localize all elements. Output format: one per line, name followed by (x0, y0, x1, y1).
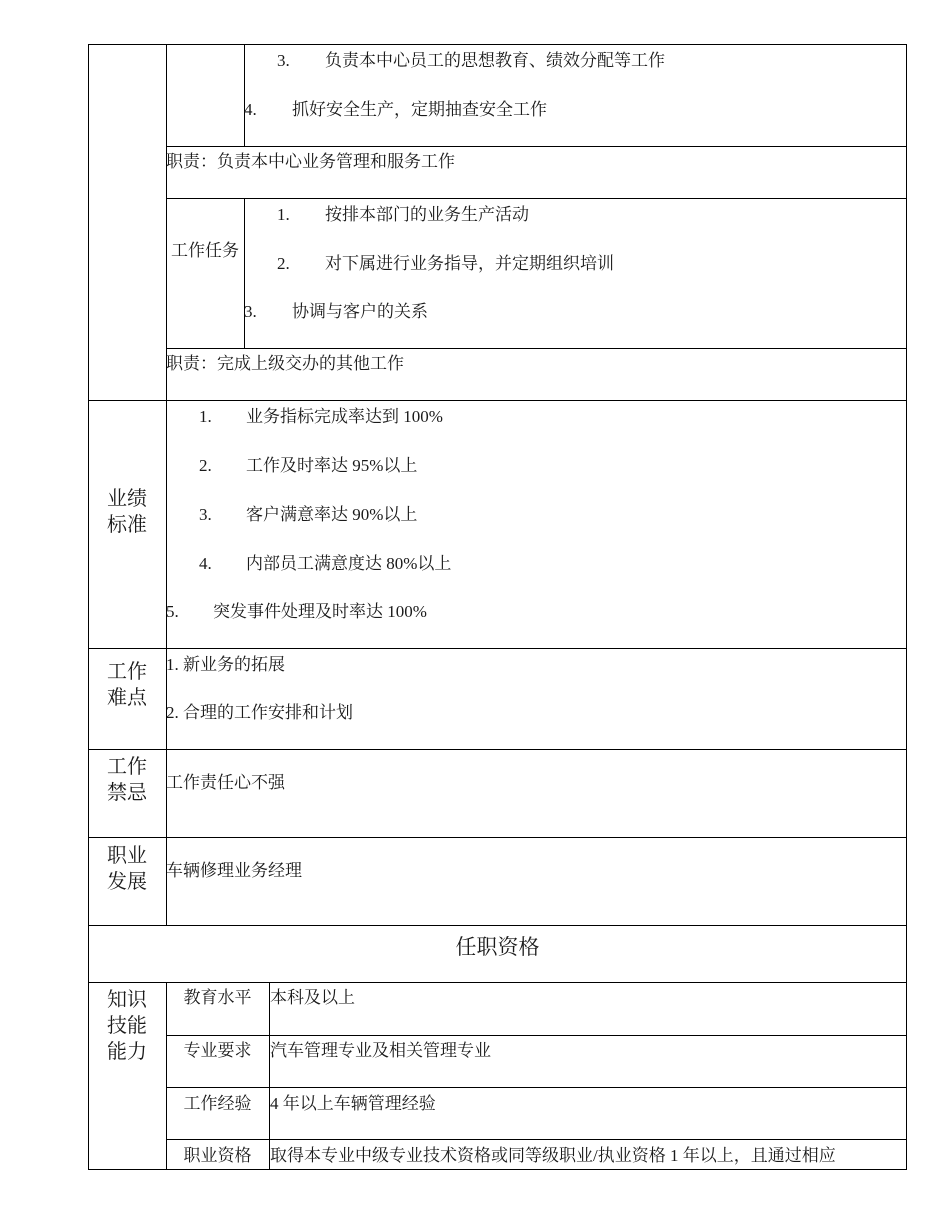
item-number: 3. (199, 505, 212, 524)
task-number: 2. (277, 254, 290, 273)
item-number: 4. (199, 554, 212, 573)
hline-10 (166, 1035, 907, 1036)
hline-9 (88, 982, 907, 983)
qualification-value: 本科及以上 (270, 988, 355, 1007)
task-item (277, 205, 529, 225)
item-text: 客户满意率达 90%以上 (246, 505, 418, 524)
hline-1 (166, 146, 907, 147)
performance-item (199, 554, 451, 574)
item-text: 业务指标完成率达到 100% (246, 407, 443, 426)
hline-2 (166, 198, 907, 199)
hline-5 (88, 648, 907, 649)
task-number: 3. (244, 302, 257, 321)
task-text: 抓好安全生产，定期抽查安全工作 (292, 100, 547, 119)
item-number: 2. (199, 456, 212, 475)
duty3-title: 职责：完成上级交办的其他工作 (166, 354, 404, 373)
task-text: 协调与客户的关系 (292, 302, 428, 321)
task-text: 对下属进行业务指导，并定期组织培训 (325, 254, 614, 273)
task-number: 1. (277, 205, 290, 224)
divider-task-col-2 (244, 198, 245, 348)
border-left (88, 44, 89, 1170)
qualification-key: 工作经验 (183, 1094, 252, 1113)
career-label: 职业发展 (107, 845, 147, 893)
hline-11 (166, 1087, 907, 1088)
performance-item (199, 407, 443, 427)
task-item (277, 254, 614, 274)
qualification-key: 专业要求 (183, 1041, 252, 1060)
hline-7 (88, 837, 907, 838)
hline-12 (166, 1139, 907, 1140)
divider-task-col-1 (244, 44, 245, 146)
performance-item (199, 505, 417, 525)
task-item (277, 51, 665, 71)
task-item (244, 302, 428, 322)
divider-label-col (166, 44, 167, 926)
qualification-label: 知识技能能力 (107, 989, 147, 1063)
difficulty-item: 2. 合理的工作安排和计划 (166, 703, 353, 722)
qualification-value: 4 年以上车辆管理经验 (270, 1094, 436, 1113)
divider-qual-key-col (269, 982, 270, 1170)
item-text: 突发事件处理及时率达 100% (213, 602, 427, 621)
divider-label-col-2 (166, 982, 167, 1170)
hline-4 (88, 400, 907, 401)
task-number: 3. (277, 51, 290, 70)
task-text: 负责本中心员工的思想教育、绩效分配等工作 (325, 51, 665, 70)
hline-6 (88, 749, 907, 750)
border-bottom (88, 1169, 907, 1170)
item-number: 5. (166, 602, 179, 621)
item-text: 内部员工满意度达 80%以上 (246, 554, 452, 573)
performance-item (166, 602, 427, 622)
taboo-label: 工作禁忌 (107, 756, 147, 804)
difficulty-label: 工作难点 (107, 661, 147, 709)
border-top (88, 44, 907, 45)
hline-8 (88, 925, 907, 926)
qualification-key: 职业资格 (183, 1146, 252, 1165)
item-text: 工作及时率达 95%以上 (246, 456, 418, 475)
task-number: 4. (244, 100, 257, 119)
task-item (244, 100, 547, 120)
performance-item (199, 456, 417, 476)
career-text: 车辆修理业务经理 (166, 861, 302, 880)
task-text: 按排本部门的业务生产活动 (325, 205, 529, 224)
qualification-key: 教育水平 (183, 988, 252, 1007)
taboo-text: 工作责任心不强 (166, 773, 285, 792)
qualification-value: 取得本专业中级专业技术资格或同等级职业/执业资格 1 年以上，且通过相应 (270, 1146, 836, 1165)
border-right (906, 44, 907, 1170)
task-label: 工作任务 (171, 241, 239, 260)
item-number: 1. (199, 407, 212, 426)
qualification-heading: 任职资格 (455, 935, 540, 959)
hline-3 (166, 348, 907, 349)
qualification-value: 汽车管理专业及相关管理专业 (270, 1041, 491, 1060)
difficulty-item: 1. 新业务的拓展 (166, 655, 285, 674)
duty2-title: 职责：负责本中心业务管理和服务工作 (166, 152, 455, 171)
performance-label: 业绩标准 (107, 488, 147, 536)
